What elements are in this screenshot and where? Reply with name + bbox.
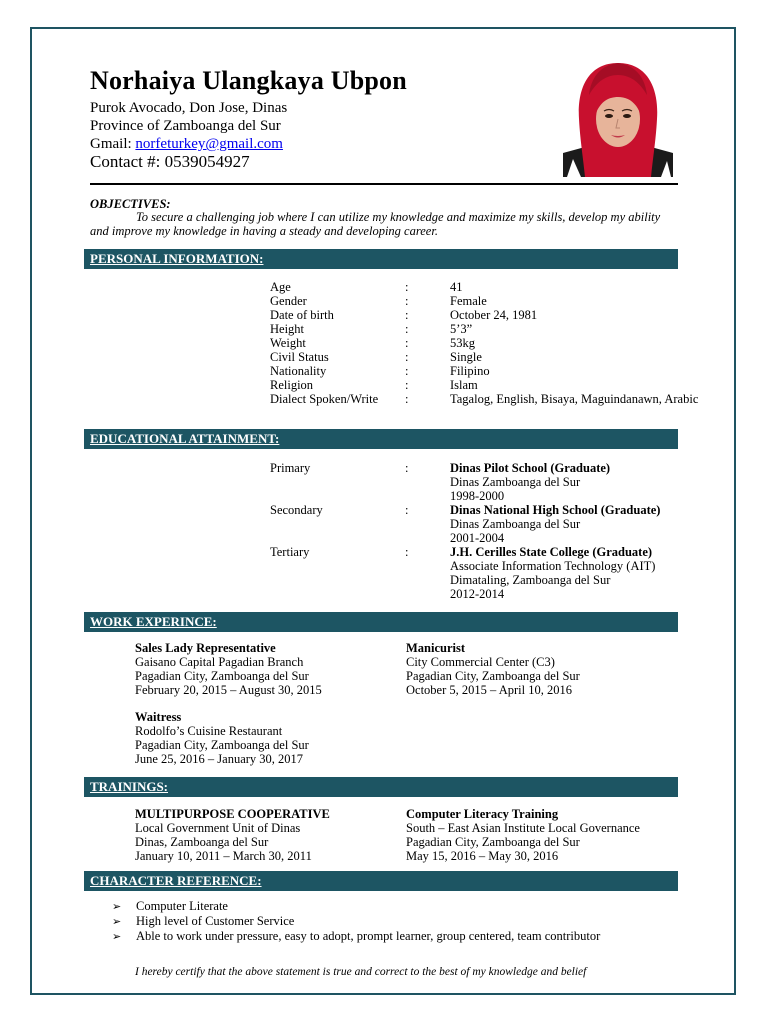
objectives-title: OBJECTIVES:	[90, 197, 171, 211]
personal-info-value: Female	[450, 294, 487, 308]
colon-separator: :	[405, 350, 409, 364]
training-line: January 10, 2011 – March 30, 2011	[135, 849, 312, 863]
training-item-computer-literacy	[406, 807, 640, 863]
colon-separator: :	[405, 461, 409, 475]
colon-separator: :	[405, 294, 409, 308]
personal-info-value: October 24, 1981	[450, 308, 538, 322]
personal-info-label: Weight	[270, 336, 306, 350]
personal-info-row	[270, 280, 768, 294]
training-line: May 15, 2016 – May 30, 2016	[406, 849, 559, 863]
personal-info-value: 53kg	[450, 336, 475, 350]
education-level: Secondary	[270, 503, 323, 517]
bullet-item: ➢ High level of Customer Service	[112, 914, 295, 928]
personal-info-value: 41	[450, 280, 463, 294]
colon-separator: :	[405, 392, 409, 406]
work-line: Gaisano Capital Pagadian Branch	[135, 655, 304, 669]
work-line: City Commercial Center (C3)	[406, 655, 555, 669]
colon-separator: :	[405, 336, 409, 350]
training-line: Local Government Unit of Dinas	[135, 821, 301, 835]
personal-info-label: Nationality	[270, 364, 327, 378]
objectives-text: To secure a challenging job where I can utilize my knowledge and maximize my skills, develop my ability and improve my knowledge in having a steady and developing career.	[90, 210, 661, 238]
training-line: Pagadian City, Zamboanga del Sur	[406, 835, 580, 849]
header-divider	[90, 183, 678, 185]
education-level: Tertiary	[270, 545, 310, 559]
work-title: Manicurist	[406, 641, 466, 655]
work-line: February 20, 2015 – August 30, 2015	[135, 683, 322, 697]
training-title: Computer Literacy Training	[406, 807, 559, 821]
personal-info-value: Single	[450, 350, 482, 364]
education-detail: Dinas Zamboanga del Sur	[450, 475, 581, 489]
arrow-bullet-icon: ➢	[112, 931, 122, 943]
work-item-sales-lady	[135, 641, 322, 697]
education-item	[270, 461, 768, 503]
arrow-bullet-icon: ➢	[112, 916, 122, 928]
personal-info-label: Religion	[270, 378, 314, 392]
personal-info-row	[270, 322, 768, 336]
personal-info-list	[135, 280, 699, 406]
arrow-bullet-icon: ➢	[112, 901, 122, 913]
training-line: South – East Asian Institute Local Governance	[406, 821, 640, 835]
school-name: Dinas National High School (Graduate)	[450, 503, 661, 517]
personal-info-heading: PERSONAL INFORMATION:	[84, 249, 678, 269]
trainings-heading: TRAININGS:	[84, 777, 678, 797]
profile-photo	[563, 61, 673, 177]
bullet-item: ➢ Computer Literate	[112, 899, 228, 913]
personal-info-row	[270, 378, 768, 392]
work-title: Sales Lady Representative	[135, 641, 276, 655]
personal-info-label: Age	[270, 280, 291, 294]
work-line: Pagadian City, Zamboanga del Sur	[135, 669, 309, 683]
training-title: MULTIPURPOSE COOPERATIVE	[135, 807, 330, 821]
address-line-2: Province of Zamboanga del Sur	[90, 118, 281, 134]
personal-info-row	[270, 336, 768, 350]
personal-info-row	[270, 350, 768, 364]
bullet-item: ➢ Able to work under pressure, easy to adopt, prompt learner, group centered, team contributor	[112, 929, 601, 943]
education-item	[270, 503, 768, 545]
education-heading: EDUCATIONAL ATTAINMENT:	[84, 429, 678, 449]
gmail-link[interactable]: norfeturkey@gmail.com	[135, 136, 283, 152]
education-detail: 2001-2004	[450, 531, 505, 545]
work-line: Pagadian City, Zamboanga del Sur	[135, 738, 309, 752]
work-line: June 25, 2016 – January 30, 2017	[135, 752, 304, 766]
personal-info-label: Gender	[270, 294, 307, 308]
personal-info-row	[270, 308, 768, 322]
education-detail: Dinas Zamboanga del Sur	[450, 517, 581, 531]
work-line: Rodolfo’s Cuisine Restaurant	[135, 724, 283, 738]
personal-info-label: Civil Status	[270, 350, 329, 364]
gmail-label: Gmail:	[90, 136, 136, 152]
personal-info-value: Tagalog, English, Bisaya, Maguindanawn, Arabic	[450, 392, 699, 406]
personal-info-label: Dialect Spoken/Write	[270, 392, 379, 406]
education-detail: Dimataling, Zamboanga del Sur	[450, 573, 611, 587]
work-experience-heading: WORK EXPERINCE:	[84, 612, 678, 632]
work-title: Waitress	[135, 710, 182, 724]
contact-number: Contact #: 0539054927	[90, 152, 250, 171]
colon-separator: :	[405, 503, 409, 517]
colon-separator: :	[405, 308, 409, 322]
character-reference-heading: CHARACTER REFERENCE:	[84, 871, 678, 891]
education-level: Primary	[270, 461, 311, 475]
personal-info-value: 5’3”	[450, 322, 473, 336]
gmail-line	[90, 135, 283, 153]
education-detail: 1998-2000	[450, 489, 505, 503]
applicant-name: Norhaiya Ulangkaya Ubpon	[90, 66, 407, 95]
certification-statement: I hereby certify that the above statement is true and correct to the best of my knowledge and belief	[135, 966, 587, 978]
education-detail: Associate Information Technology (AIT)	[450, 559, 656, 573]
personal-info-row	[270, 294, 768, 308]
education-item	[270, 545, 768, 601]
work-item-manicurist	[406, 641, 580, 697]
colon-separator: :	[405, 322, 409, 336]
colon-separator: :	[405, 545, 409, 559]
school-name: Dinas Pilot School (Graduate)	[450, 461, 611, 475]
work-line: October 5, 2015 – April 10, 2016	[406, 683, 572, 697]
personal-info-row	[270, 364, 768, 378]
colon-separator: :	[405, 364, 409, 378]
personal-info-value: Islam	[450, 378, 478, 392]
education-list	[135, 461, 695, 601]
training-line: Dinas, Zamboanga del Sur	[135, 835, 269, 849]
school-name: J.H. Cerilles State College (Graduate)	[450, 545, 653, 559]
personal-info-value: Filipino	[450, 364, 490, 378]
personal-info-label: Height	[270, 322, 305, 336]
work-item-waitress	[135, 710, 309, 766]
education-detail: 2012-2014	[450, 587, 505, 601]
personal-info-row	[270, 392, 768, 406]
training-item-cooperative	[135, 807, 330, 863]
reference-bullet-list	[112, 899, 600, 944]
colon-separator: :	[405, 378, 409, 392]
address-line-1: Purok Avocado, Don Jose, Dinas	[90, 100, 288, 116]
personal-info-label: Date of birth	[270, 308, 334, 322]
work-line: Pagadian City, Zamboanga del Sur	[406, 669, 580, 683]
colon-separator: :	[405, 280, 409, 294]
